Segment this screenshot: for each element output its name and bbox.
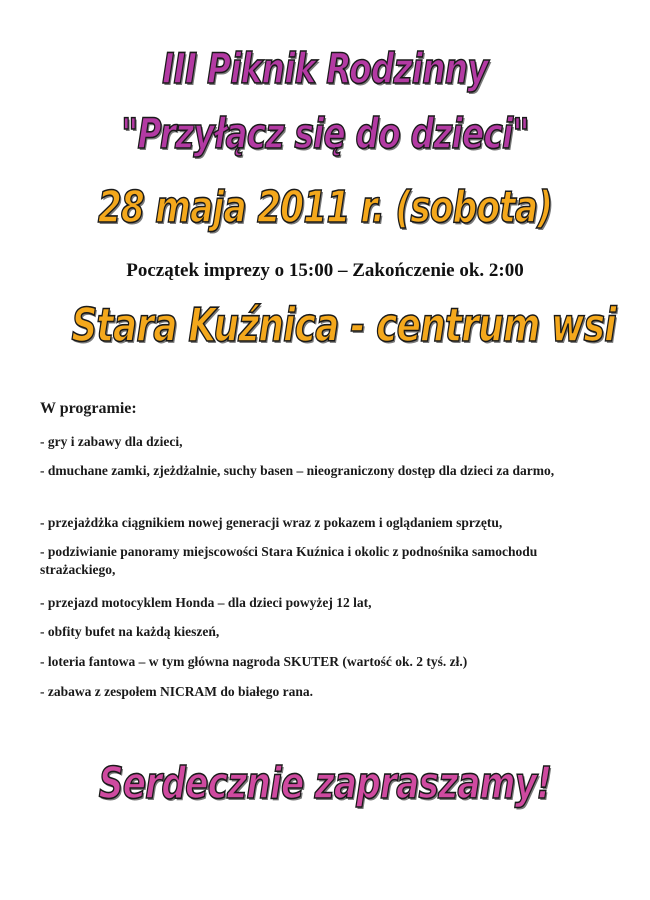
program-item: - dmuchane zamki, zjeżdżalnie, suchy basen – nieograniczony dostęp dla dzieci za darmo,	[40, 463, 555, 478]
program-item: - zabawa z zespołem NICRAM do białego rana.	[40, 684, 313, 699]
program-item: - przejażdżka ciągnikiem nowej generacji wraz z pokazem i oglądaniem sprzętu,	[40, 515, 503, 530]
program-item: - przejazd motocyklem Honda – dla dzieci powyżej 12 lat,	[40, 595, 372, 610]
program-heading: W programie:	[40, 400, 137, 417]
program-item: - gry i zabawy dla dzieci,	[40, 434, 183, 449]
event-motto: "Przyłącz się do dzieci"	[121, 109, 529, 158]
event-times: Początek imprezy o 15:00 – Zakończenie ok. 2:00	[126, 260, 524, 281]
invitation: Serdecznie zapraszamy!	[98, 758, 552, 809]
program-item: - podziwianie panoramy miejscowości Stara Kuźnica i okolic z podnośnika samochodu strażackiego,	[40, 544, 538, 577]
program-item: - obfity bufet na każdą kieszeń,	[40, 624, 220, 639]
event-place: Stara Kuźnica - centrum wsi	[71, 298, 616, 352]
event-date: 28 maja 2011 r. (sobota)	[97, 182, 553, 233]
event-title: III Piknik Rodzinny	[162, 44, 488, 93]
program-item: - loteria fantowa – w tym główna nagroda SKUTER (wartość ok. 2 tyś. zł.)	[40, 654, 468, 669]
